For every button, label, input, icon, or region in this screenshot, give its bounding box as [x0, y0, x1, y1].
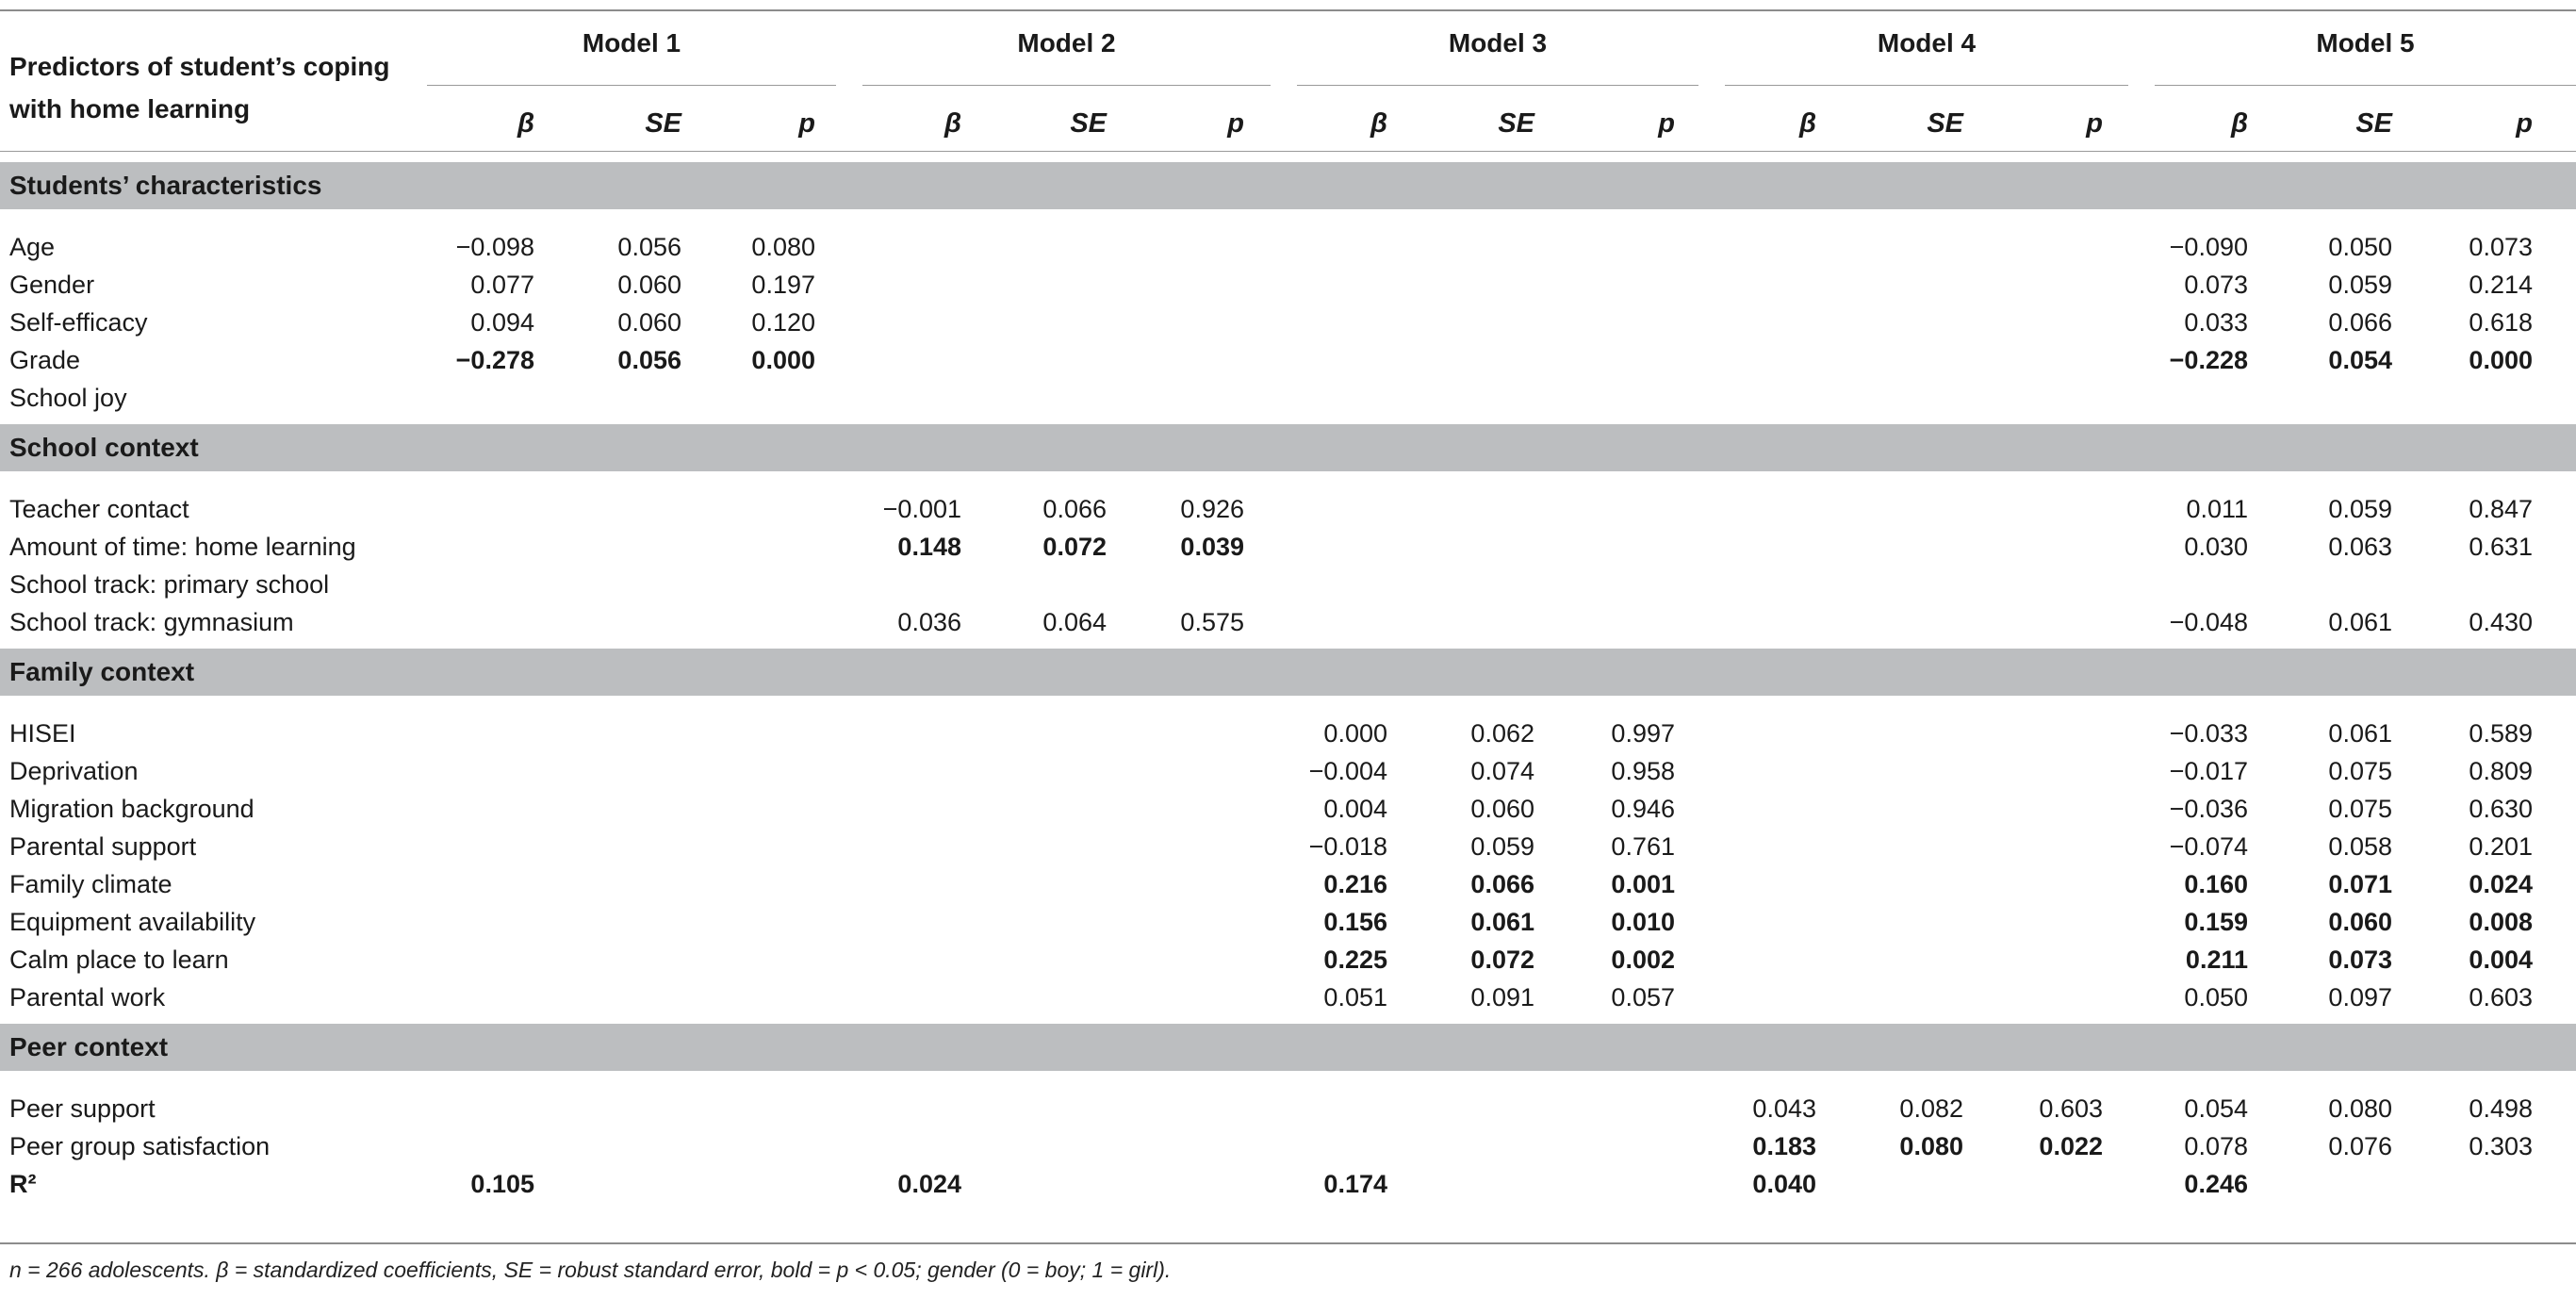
model-header-1: Model 1 — [582, 28, 681, 58]
cell-m5-beta: 0.050 — [2184, 983, 2248, 1011]
row-label: Calm place to learn — [9, 945, 229, 974]
table-footnote: n = 266 adolescents. β = standardized coefficients, SE = robust standard error, bold = p < 0.05; gender (0 = boy; 1 = girl). — [9, 1258, 1172, 1282]
cell-m3-p: 0.001 — [1611, 870, 1675, 898]
cell-m5-se: 0.073 — [2328, 945, 2392, 974]
model-underline-3 — [1297, 85, 1698, 86]
cell-m3-beta: 0.216 — [1323, 870, 1387, 898]
row-label: School track: primary school — [9, 570, 330, 599]
cell-m5-se: 0.071 — [2328, 870, 2392, 898]
subheader-se-1: SE — [645, 108, 681, 139]
cell-m5-p: 0.618 — [2469, 308, 2533, 337]
model-underline-5 — [2155, 85, 2576, 86]
cell-m5-se: 0.080 — [2328, 1094, 2392, 1123]
cell-m1-se: 0.060 — [617, 308, 681, 337]
cell-m3-p: 0.958 — [1611, 757, 1675, 785]
cell-m5-se: 0.059 — [2328, 271, 2392, 299]
cell-m5-p: 0.631 — [2469, 533, 2533, 561]
row-header: Predictors of student’s coping with home learning — [9, 52, 390, 123]
cell-m5-beta: −0.017 — [2169, 757, 2248, 785]
cell-m1-p: 0.000 — [751, 346, 815, 374]
cell-m3-se: 0.059 — [1470, 832, 1534, 861]
cell-m3-beta: −0.018 — [1308, 832, 1387, 861]
cell-m5-se: 0.054 — [2328, 346, 2392, 374]
cell-m5-se: 0.060 — [2328, 908, 2392, 936]
section-band — [0, 424, 2576, 471]
cell-m4-p: 0.022 — [2039, 1132, 2103, 1160]
cell-m5-p: 0.630 — [2469, 795, 2533, 823]
cell-m5-p: 0.008 — [2469, 908, 2533, 936]
cell-m5-beta: 0.030 — [2184, 533, 2248, 561]
section-band — [0, 162, 2576, 209]
cell-m3-p: 0.946 — [1611, 795, 1675, 823]
subheader-se-3: SE — [1498, 108, 1534, 139]
subheader-beta-1: β — [517, 108, 534, 139]
model-header-3: Model 3 — [1448, 28, 1548, 58]
cell-m4-se: 0.080 — [1899, 1132, 1963, 1160]
cell-m5-p: 0.589 — [2469, 719, 2533, 748]
section-band — [0, 649, 2576, 696]
subheader-se-5: SE — [2355, 108, 2392, 139]
subheader-beta-2: β — [944, 108, 961, 139]
cell-m5-p: 0.000 — [2469, 346, 2533, 374]
cell-m5-se: 0.097 — [2328, 983, 2392, 1011]
cell-m5-p: 0.603 — [2469, 983, 2533, 1011]
cell-m2-p: 0.039 — [1180, 533, 1244, 561]
cell-m5-beta: −0.033 — [2169, 719, 2248, 748]
cell-m2-beta: 0.148 — [897, 533, 961, 561]
cell-m5-p: 0.809 — [2469, 757, 2533, 785]
row-label: Parental work — [9, 983, 166, 1011]
cell-m3-beta: 0.000 — [1323, 719, 1387, 748]
cell-m1-p: 0.197 — [751, 271, 815, 299]
subheader-p-2: p — [1227, 108, 1244, 139]
row-label: R² — [9, 1170, 37, 1198]
cell-m3-beta: 0.174 — [1323, 1170, 1387, 1198]
cell-m5-p: 0.303 — [2469, 1132, 2533, 1160]
cell-m5-beta: 0.160 — [2184, 870, 2248, 898]
model-header-4: Model 4 — [1877, 28, 1977, 58]
row-label: Grade — [9, 346, 81, 374]
row-label: Peer support — [9, 1094, 156, 1123]
section-band — [0, 1024, 2576, 1071]
subheader-p-3: p — [1658, 108, 1675, 139]
cell-m5-se: 0.066 — [2328, 308, 2392, 337]
cell-m5-beta: 0.011 — [2186, 495, 2248, 523]
top-rule — [0, 9, 2576, 11]
cell-m5-p: 0.498 — [2469, 1094, 2533, 1123]
cell-m2-se: 0.072 — [1042, 533, 1107, 561]
cell-m4-se: 0.082 — [1899, 1094, 1963, 1123]
cell-m1-beta: −0.278 — [455, 346, 534, 374]
subheader-beta-4: β — [1799, 108, 1816, 139]
cell-m5-beta: −0.036 — [2169, 795, 2248, 823]
row-label: School track: gymnasium — [9, 608, 294, 636]
cell-m3-se: 0.066 — [1470, 870, 1534, 898]
cell-m1-se: 0.056 — [617, 233, 681, 261]
cell-m1-beta: −0.098 — [455, 233, 534, 261]
cell-m5-p: 0.201 — [2469, 832, 2533, 861]
cell-m4-beta: 0.043 — [1752, 1094, 1816, 1123]
cell-m1-p: 0.080 — [751, 233, 815, 261]
cell-m3-p: 0.010 — [1611, 908, 1675, 936]
subheader-se-2: SE — [1070, 108, 1107, 139]
cell-m3-se: 0.060 — [1470, 795, 1534, 823]
cell-m5-se: 0.059 — [2328, 495, 2392, 523]
subheader-beta-3: β — [1370, 108, 1387, 139]
section-title: Family context — [9, 657, 195, 686]
row-label: Equipment availability — [9, 908, 256, 936]
cell-m2-beta: 0.024 — [897, 1170, 961, 1198]
cell-m3-p: 0.057 — [1611, 983, 1675, 1011]
cell-m3-beta: 0.225 — [1323, 945, 1387, 974]
cell-m3-beta: −0.004 — [1308, 757, 1387, 785]
cell-m5-se: 0.063 — [2328, 533, 2392, 561]
model-header-2: Model 2 — [1017, 28, 1116, 58]
subheader-p-4: p — [2086, 108, 2103, 139]
subheader-se-4: SE — [1927, 108, 1963, 139]
row-label: Parental support — [9, 832, 197, 861]
model-underline-4 — [1725, 85, 2128, 86]
cell-m2-p: 0.575 — [1180, 608, 1244, 636]
cell-m2-se: 0.066 — [1042, 495, 1107, 523]
row-label: Teacher contact — [9, 495, 189, 523]
cell-m3-se: 0.061 — [1470, 908, 1534, 936]
cell-m5-beta: −0.228 — [2169, 346, 2248, 374]
cell-m5-beta: 0.159 — [2184, 908, 2248, 936]
cell-m5-se: 0.075 — [2328, 757, 2392, 785]
cell-m5-p: 0.073 — [2469, 233, 2533, 261]
cell-m5-se: 0.061 — [2328, 719, 2392, 748]
model-header-5: Model 5 — [2316, 28, 2415, 58]
cell-m3-beta: 0.156 — [1323, 908, 1387, 936]
section-title: Peer context — [9, 1032, 169, 1061]
row-label: Deprivation — [9, 757, 139, 785]
cell-m5-beta: 0.078 — [2184, 1132, 2248, 1160]
cell-m3-beta: 0.051 — [1323, 983, 1387, 1011]
cell-m5-beta: 0.033 — [2184, 308, 2248, 337]
row-label: Amount of time: home learning — [9, 533, 356, 561]
cell-m5-p: 0.024 — [2469, 870, 2533, 898]
cell-m1-p: 0.120 — [751, 308, 815, 337]
row-label: Family climate — [9, 870, 172, 898]
cell-m3-se: 0.091 — [1470, 983, 1534, 1011]
cell-m3-beta: 0.004 — [1323, 795, 1387, 823]
cell-m1-se: 0.060 — [617, 271, 681, 299]
cell-m1-beta: 0.094 — [470, 308, 534, 337]
cell-m5-se: 0.050 — [2328, 233, 2392, 261]
row-label: HISEI — [9, 719, 76, 748]
cell-m3-se: 0.074 — [1470, 757, 1534, 785]
cell-m2-se: 0.064 — [1042, 608, 1107, 636]
subheader-p-5: p — [2516, 108, 2533, 139]
cell-m3-p: 0.997 — [1611, 719, 1675, 748]
header-bottom-rule — [0, 151, 2576, 152]
row-label: Age — [9, 233, 56, 261]
cell-m5-beta: 0.246 — [2184, 1170, 2248, 1198]
row-label: Migration background — [9, 795, 254, 823]
model-underline-1 — [427, 85, 836, 86]
cell-m2-p: 0.926 — [1180, 495, 1244, 523]
subheader-beta-5: β — [2231, 108, 2248, 139]
cell-m5-beta: −0.048 — [2169, 608, 2248, 636]
cell-m1-beta: 0.105 — [470, 1170, 534, 1198]
row-label: Gender — [9, 271, 95, 299]
cell-m3-se: 0.062 — [1470, 719, 1534, 748]
section-title: Students’ characteristics — [9, 171, 322, 200]
cell-m5-p: 0.004 — [2469, 945, 2533, 974]
cell-m4-beta: 0.040 — [1752, 1170, 1816, 1198]
cell-m5-p: 0.214 — [2469, 271, 2533, 299]
row-label: School joy — [9, 384, 127, 412]
bottom-rule — [0, 1242, 2576, 1244]
cell-m5-beta: −0.074 — [2169, 832, 2248, 861]
cell-m1-beta: 0.077 — [470, 271, 534, 299]
cell-m4-p: 0.603 — [2039, 1094, 2103, 1123]
cell-m3-p: 0.002 — [1611, 945, 1675, 974]
cell-m2-beta: −0.001 — [882, 495, 961, 523]
cell-m5-beta: 0.054 — [2184, 1094, 2248, 1123]
cell-m5-p: 0.847 — [2469, 495, 2533, 523]
model-underline-2 — [862, 85, 1271, 86]
row-label: Self-efficacy — [9, 308, 148, 337]
cell-m3-se: 0.072 — [1470, 945, 1534, 974]
cell-m5-se: 0.076 — [2328, 1132, 2392, 1160]
subheader-p-1: p — [798, 108, 815, 139]
cell-m5-p: 0.430 — [2469, 608, 2533, 636]
cell-m5-se: 0.061 — [2328, 608, 2392, 636]
row-label: Peer group satisfaction — [9, 1132, 271, 1160]
cell-m3-p: 0.761 — [1611, 832, 1675, 861]
cell-m5-se: 0.058 — [2328, 832, 2392, 861]
section-title: School context — [9, 433, 199, 462]
cell-m5-beta: −0.090 — [2169, 233, 2248, 261]
cell-m1-se: 0.056 — [617, 346, 681, 374]
cell-m2-beta: 0.036 — [897, 608, 961, 636]
cell-m4-beta: 0.183 — [1752, 1132, 1816, 1160]
cell-m5-beta: 0.211 — [2185, 945, 2248, 974]
cell-m5-beta: 0.073 — [2184, 271, 2248, 299]
cell-m5-se: 0.075 — [2328, 795, 2392, 823]
